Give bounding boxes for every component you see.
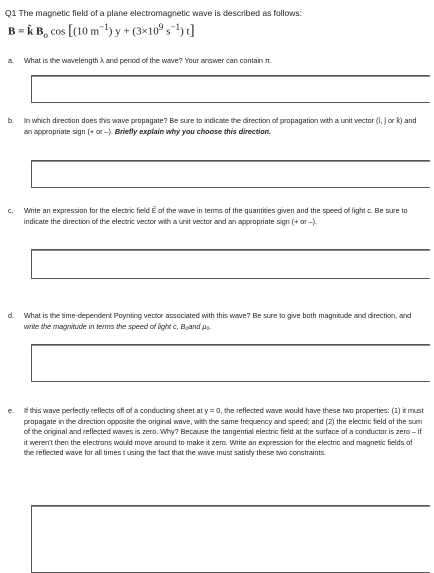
part-c [8,206,424,227]
question-title: Q1 The magnetic field of a plane electromagnetic wave is described as follows: [5,8,303,18]
part-d-text: What is the time-dependent Poynting vector associated with this wave? Be sure to give both magnitude and direction, and [24,311,412,320]
answer-box-a[interactable] [31,75,430,103]
part-e-label: e. [8,406,14,415]
part-a-text: What is the wavelength λ and period of the wave? Your answer can contain π. [24,56,272,65]
part-d-label: d. [8,311,14,320]
part-a [8,56,424,67]
part-e-text: If this wave perfectly reflects off of a conducting sheet at y = 0, the reflected wave would have these two properties: (1) it must propagate in the direction opposite the original wave, with the same frequency and speed; and (2) the electric field of the sum of the original and reflected waves is zero. Why? Because the tangential electric field at the surface of a conductor is zero – if it weren’t then the electrons would move around to make it zero. Write an expression for the electric and magnetic fields of the reflected wave for all times t using the fact that the wave must satisfy these two constraints. [24,406,424,458]
magnetic-field-equation: B = k̂ $B_o$ cos [(10 $m^{-1}$) $y + (3\times 10^9$ $s^{-1}$) t] [8,22,195,40]
part-b-emphasis: Briefly explain why you choose this direction. [114,126,272,136]
part-e [8,406,424,459]
part-c-text: Write an expression for the electric field E⃗ of the wave in terms of the quantities given and the speed of light c. Be sure to indicate the direction of the electric vector with a unit vector and an appropriate sign (+ or –). [24,206,408,226]
part-a-label: a. [8,56,14,65]
answer-box-e[interactable] [31,505,430,573]
part-b-text: In which direction does this wave propagate? Be sure to indicate the direction of propagation with a unit vector (î, ĵ or k̂) and an appropriate sign (+ or –). [24,116,417,136]
part-c-label: c. [8,206,14,215]
answer-box-b[interactable] [31,160,430,188]
part-d-italic: write the magnitude in terms the speed of light c, B₀and μ₀. [24,321,212,331]
answer-box-d[interactable] [31,344,430,382]
part-b [8,116,424,137]
part-b-label: b. [8,116,14,125]
answer-box-c[interactable] [31,249,430,279]
part-d [8,311,424,332]
